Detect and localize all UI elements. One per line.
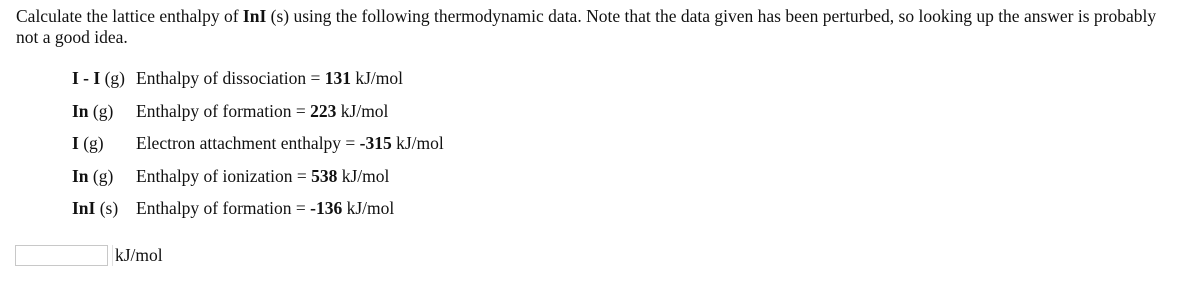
answer-input[interactable] (15, 245, 108, 266)
value-text: 223 (310, 100, 337, 121)
species-state: (g) (88, 100, 114, 121)
species-formula: I (72, 133, 79, 153)
data-row (72, 166, 444, 199)
species-formula: In (72, 100, 89, 121)
species-cell (72, 101, 136, 122)
data-row (72, 198, 444, 231)
species-state: (s) (95, 198, 119, 218)
description-cell (136, 198, 394, 219)
description-cell (136, 101, 388, 122)
species-state: (g) (100, 68, 125, 88)
species-state: (g) (78, 133, 104, 153)
description-text: Enthalpy of ionization = (136, 165, 312, 186)
value-text: 538 (311, 165, 338, 186)
description-cell (136, 133, 444, 154)
thermo-data-table (72, 68, 444, 231)
question-text (16, 6, 1181, 48)
question-prefix: Calculate the lattice enthalpy of (16, 6, 243, 26)
value-text: 131 (324, 68, 351, 88)
question-compound: InI (242, 6, 267, 26)
description-text: Enthalpy of formation = (136, 198, 311, 218)
description-text: Enthalpy of dissociation = (136, 68, 325, 88)
data-row (72, 101, 444, 134)
species-cell (72, 133, 136, 154)
species-formula: I - I (72, 68, 101, 88)
data-row (72, 68, 444, 101)
answer-unit: kJ/mol (112, 245, 163, 266)
species-state: (g) (88, 165, 114, 186)
unit-text: kJ/mol (391, 133, 444, 153)
value-text: -315 (359, 133, 392, 153)
description-text: Electron attachment enthalpy = (136, 133, 360, 153)
description-cell (136, 166, 389, 187)
unit-text: kJ/mol (350, 68, 404, 88)
description-text: Enthalpy of formation = (136, 100, 311, 121)
unit-text: kJ/mol (337, 165, 390, 186)
description-cell (136, 68, 403, 89)
unit-text: kJ/mol (342, 198, 395, 218)
species-cell (72, 68, 136, 89)
answer-row (15, 245, 163, 266)
species-cell (72, 198, 136, 219)
data-row (72, 133, 444, 166)
unit-text: kJ/mol (336, 100, 389, 121)
value-text: -136 (310, 198, 343, 218)
species-cell (72, 166, 136, 187)
species-formula: InI (72, 198, 96, 218)
species-formula: In (72, 165, 89, 186)
question-suffix: (s) using the following thermodynamic data. Note that the data given has been perturbed, so looking up the answer is probably not a good idea. (16, 6, 1157, 47)
